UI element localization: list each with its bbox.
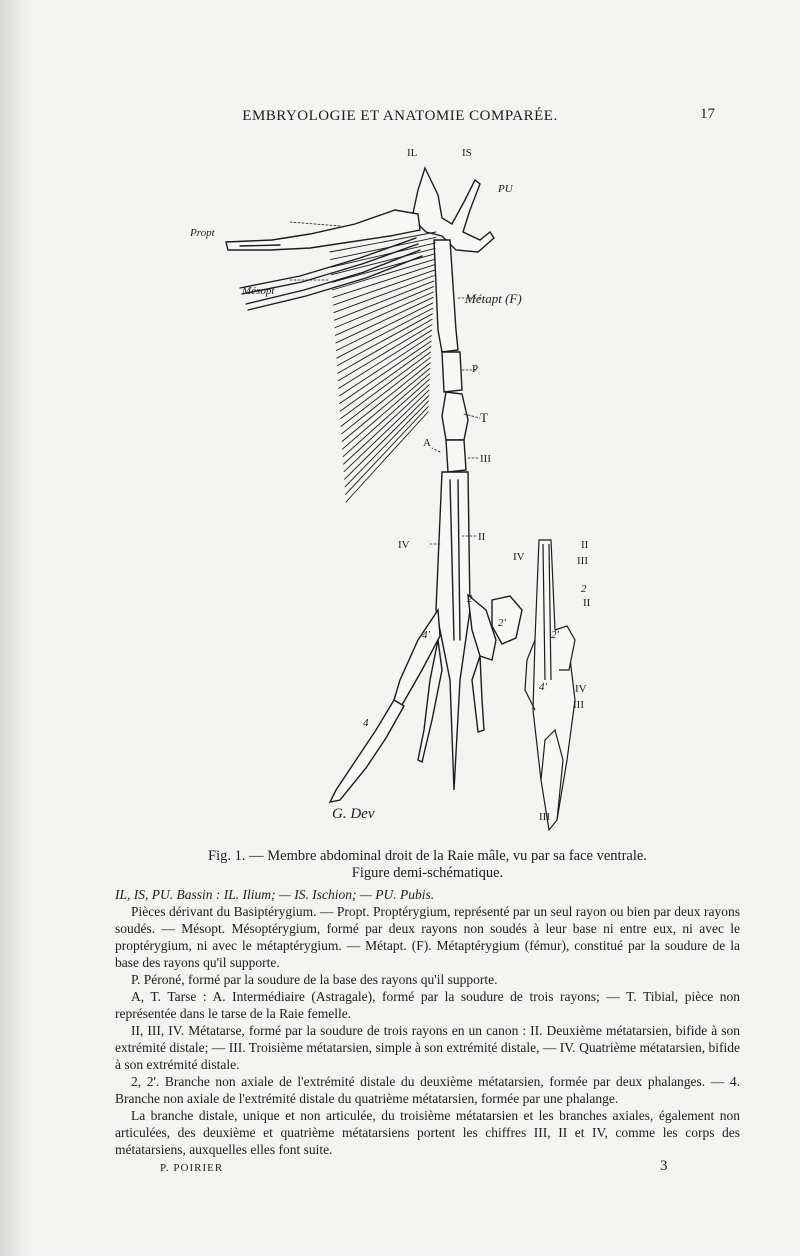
- fin-ray: [341, 357, 430, 426]
- figure-caption: [115, 848, 740, 1158]
- fin-ray: [344, 390, 429, 472]
- label-branch-4: 4: [363, 717, 369, 729]
- fin-ray: [334, 281, 433, 320]
- detail-label-2-prime: 2': [551, 629, 559, 641]
- fin-ray: [342, 368, 430, 441]
- label-phalange-2: 2: [467, 593, 473, 605]
- label-metapterygium: Métapt (F): [465, 291, 522, 306]
- label-propterygium: Propt: [190, 227, 215, 239]
- label-metatarsien-iii: III: [480, 453, 491, 465]
- distal-detail-illustration: [505, 530, 625, 840]
- detail-label-iii-bottom: III: [539, 811, 550, 823]
- caption-subtitle: Figure demi-schématique.: [351, 865, 504, 881]
- detail-label-iv: IV: [513, 551, 525, 563]
- fin-ray: [339, 330, 432, 388]
- fin-ray: [339, 336, 431, 396]
- legend-branches: 2, 2'. Branche non axiale de l'extrémité distale du deuxième métatarsien, formée par deux phalanges. — 4. Branche non axiale de l'extrémité distale du quatrième métatarsien, formée par une phalange.: [115, 1074, 740, 1106]
- label-astragale: A: [423, 437, 431, 449]
- detail-label-iv-low: IV: [575, 683, 587, 695]
- detail-label-ii: II: [581, 539, 589, 551]
- label-tibial: T: [480, 410, 488, 425]
- legend-branche-distale: La branche distale, unique et non articulée, du troisième métatarsien et les branches axiales, également non articulées, des deuxième et quatrième métatarsiens portent les chiffres III, II et IV, comme les corps des métatarsiens, auxquelles elles font suite.: [115, 1108, 740, 1157]
- label-pubis: PU: [498, 183, 513, 195]
- signature-mark: 3: [660, 1158, 668, 1174]
- fin-ray: [346, 412, 428, 502]
- fin-ray: [338, 319, 432, 373]
- illustrator-signature: G. Dev: [332, 806, 375, 822]
- fin-ray: [337, 314, 432, 366]
- fin-ray: [340, 341, 431, 403]
- legend-tarse: A, T. Tarse : A. Intermédiaire (Astragale), formé par la soudure de trois rayons; — T. Tibial, pièce non représentée dans le tarse de la Raie femelle.: [115, 989, 740, 1021]
- fin-ray: [345, 396, 429, 480]
- legend-perone: P. Péroné, formé par la soudure de la base des rayons qu'il supporte.: [131, 972, 498, 987]
- label-metatarsien-ii: II: [478, 531, 486, 543]
- fin-ray: [333, 270, 434, 305]
- fin-ray: [341, 352, 431, 419]
- page-binding-shadow: [0, 0, 34, 1256]
- detail-label-2: 2: [581, 583, 587, 595]
- running-head: EMBRYOLOGIE ET ANATOMIE COMPARÉE.: [242, 108, 558, 124]
- label-ischion: IS: [462, 147, 472, 159]
- footer-author: P. POIRIER: [160, 1162, 224, 1174]
- label-phalange-2-prime: 2': [498, 617, 506, 629]
- label-branch-4-prime: 4': [422, 629, 430, 641]
- label-perone: P: [472, 363, 479, 375]
- label-metatarsien-iv: IV: [398, 539, 410, 551]
- label-ilium: IL: [407, 147, 418, 159]
- detail-label-iii-low: III: [573, 699, 584, 711]
- legend-metatarse: II, III, IV. Métatarse, formé par la soudure de trois rayons en un canon : II. Deuxième métatarsien, bifide à son extrémité distale; — III. Troisième métatarsien, simple à son extrémité distale, — IV. Quatrième métatarsien, bifide à son extrémité distale.: [115, 1023, 740, 1072]
- legend-basipterygium: Pièces dérivant du Basiptérygium. — Propt. Proptérygium, représenté par un seul rayon ou bien par deux rayons soudés. — Mésopt. Mésoptérygium, formé par deux rayons non soudés à leur base ni entre eux, ni avec le proptérygium, ni avec le métaptérygium. — Métapt. (F). Métaptérygium (fémur), constitué par la soudure de la base des rayons qu'il supporte.: [115, 904, 740, 970]
- fin-ray: [342, 363, 431, 434]
- fin-ray: [336, 297, 433, 342]
- label-mesopterygium: Mésopt: [242, 285, 275, 297]
- detail-label-ii-mid: II: [583, 597, 591, 609]
- detail-label-iii: III: [577, 555, 588, 567]
- page-number: 17: [700, 106, 715, 122]
- legend-bassin: IL, IS, PU. Bassin : IL. Ilium; — IS. Ischion; — PU. Pubis.: [115, 887, 435, 902]
- detail-label-4-prime: 4': [539, 681, 547, 693]
- caption-title: Fig. 1. — Membre abdominal droit de la Raie mâle, vu par sa face ventrale.: [208, 848, 647, 864]
- pelvic-fin-illustration: [180, 140, 560, 840]
